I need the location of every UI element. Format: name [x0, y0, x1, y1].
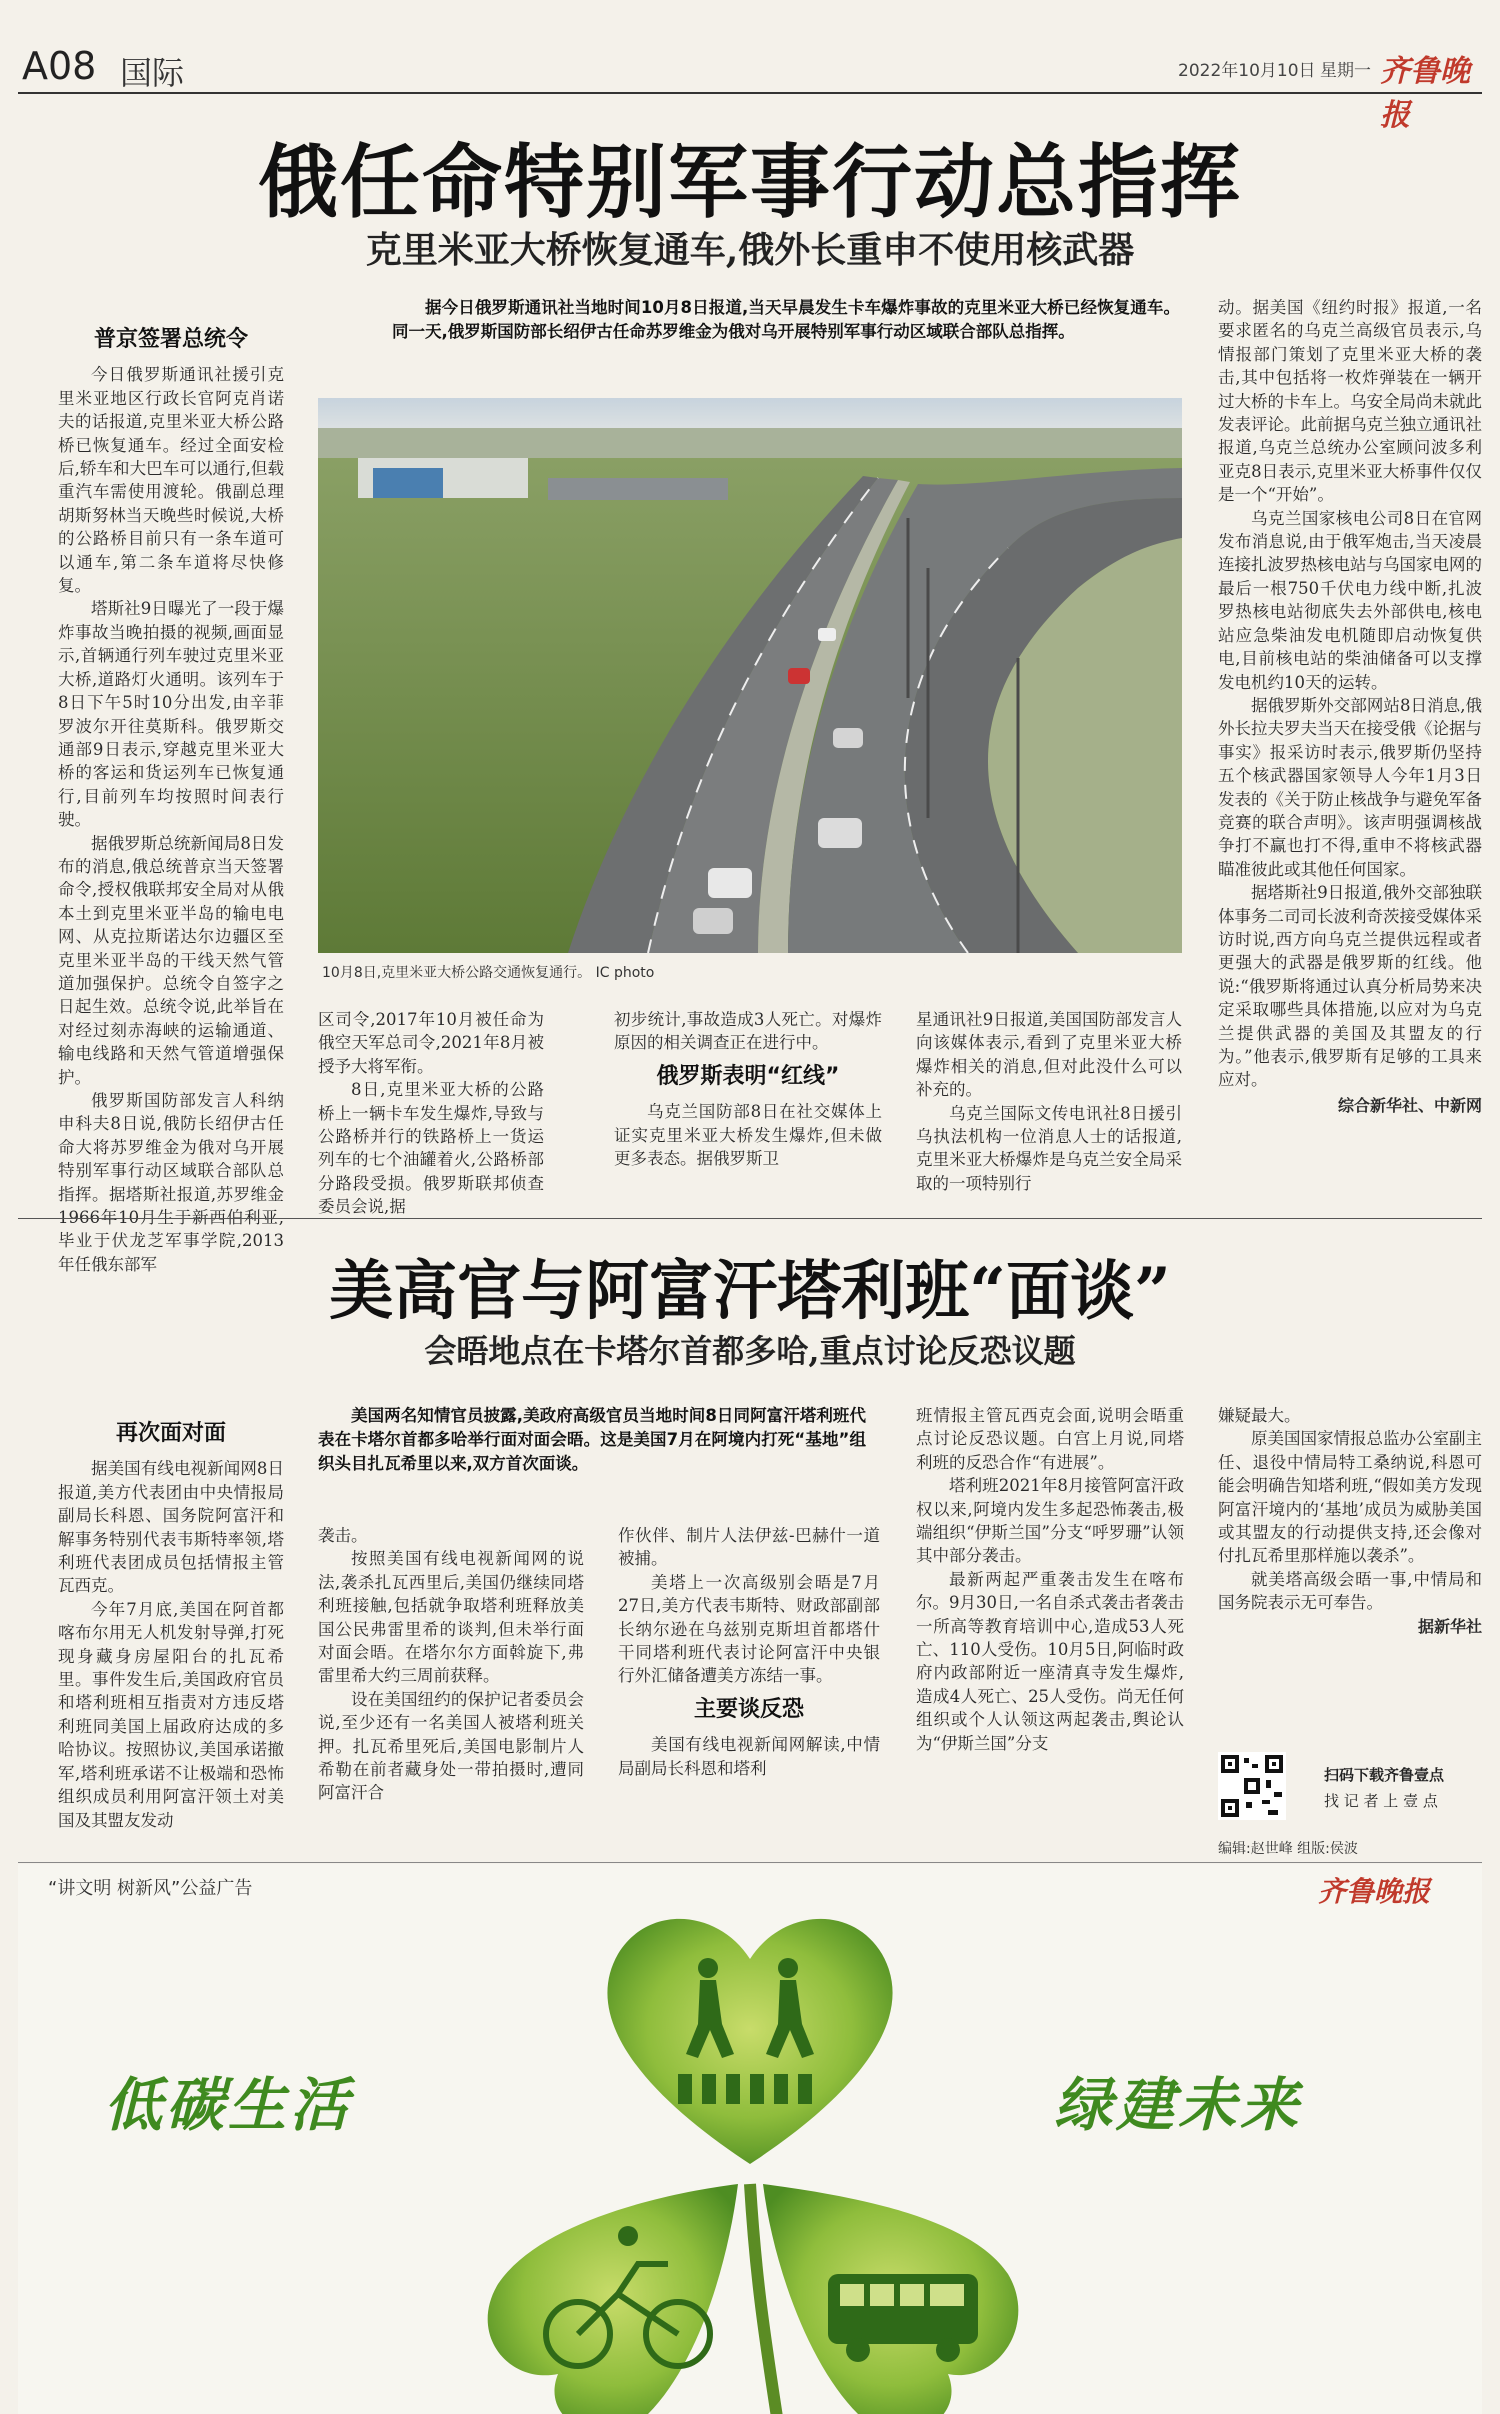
paragraph: 塔利班2021年8月接管阿富汗政权以来,阿境内发生多起恐怖袭击,极端组织“伊斯兰国”分支“呼罗珊”认领其中部分袭击。: [916, 1476, 1184, 1566]
page-header: [18, 42, 1482, 133]
road-photo-illustration: [318, 398, 1182, 953]
public-service-ad: [18, 1864, 1482, 2414]
paragraph: 嫌疑最大。: [1218, 1406, 1301, 1425]
ad-slogan-right: 绿建未来: [1054, 2071, 1303, 2139]
story2-lead: 美国两名知情官员披露,美政府高级官员当地时间8日同阿富汗塔利班代表在卡塔尔首都多哈举行面对面会晤。这是美国7月在阿境内打死“基地”组织头目扎瓦希里以来,双方首次面谈。: [318, 1406, 866, 1473]
paragraph: 据美国有线电视新闻网8日报道,美方代表团由中央情报局副局长科恩、国务院阿富汗和解事务特别代表韦斯特率领,塔利班代表团成员包括情报主管瓦西克。: [58, 1459, 284, 1596]
paragraph: 俄罗斯国防部发言人科纳申科夫8日说,俄防长绍伊古任命大将苏罗维金为俄对乌开展特别军事行动区域联合部队总指挥。据塔斯社报道,苏罗维金1966年10月生于新西伯利亚,毕业于伏龙芝军事学院,2013年任俄东部军: [58, 1091, 284, 1274]
photo-caption: 10月8日,克里米亚大桥公路交通恢复通行。 IC photo: [322, 965, 655, 981]
story1-column-1: [58, 318, 284, 1276]
ad-divider: [18, 1862, 1482, 1863]
paragraph: 塔斯社9日曝光了一段于爆炸事故当晚拍摄的视频,画面显示,首辆通行列车驶过克里米亚大桥,道路灯火通明。该列车于8日下午5时10分出发,由辛菲罗波尔开往莫斯科。俄罗斯交通部9日表示,穿越克里米亚大桥的客运和货运列车已恢复通行,目前列车均按照时间表行驶。: [58, 599, 284, 830]
paragraph: 初步统计,事故造成3人死亡。对爆炸原因的相关调查正在进行中。: [614, 1010, 882, 1053]
section-name: 国际: [120, 54, 185, 92]
issue-weekday: 星期一: [1320, 61, 1371, 81]
paragraph: 据俄罗斯总统新闻局8日发布的消息,俄总统普京当天签署命令,授权俄联邦安全局对从俄本土到克里米亚半岛的输电电网、从克拉斯诺达尔边疆区至克里米亚半岛的干线天然气管道加强保护。总统令自签字之日起生效。总统令说,此举旨在对经过刻赤海峡的运输通道、输电线路和天然气管道增强保护。: [58, 833, 284, 1087]
story2-column-3: [618, 1524, 880, 1780]
qr-caption-2: 找 记 者 上 壹 点: [1324, 1792, 1438, 1810]
issue-date: 2022年10月10日: [1178, 61, 1316, 81]
story1-subhead-1: 普京签署总统令: [93, 327, 248, 352]
paragraph: 区司令,2017年10月被任命为俄空天军总司令,2021年8月被授予大将军衔。: [318, 1010, 544, 1076]
ad-tag: “讲文明 树新风”公益广告: [48, 1878, 253, 1899]
story2-byline: 据新华社: [1417, 1616, 1482, 1636]
paragraph: 袭击。: [318, 1526, 368, 1545]
story1-lead: 据今日俄罗斯通讯社当地时间10月8日报道,当天早晨发生卡车爆炸事故的克里米亚大桥已经恢复通车。同一天,俄罗斯国防部长绍伊古任命苏罗维金为俄对乌开展特别军事行动区域联合部队总指挥。: [392, 298, 1180, 341]
story1-byline: 综合新华社、中新网: [1337, 1095, 1482, 1115]
paragraph: 设在美国纽约的保护记者委员会说,至少还有一名美国人被塔利班关押。扎瓦希里死后,美国电影制片人希勒在前者藏身处一带拍摄时,遭同阿富汗合: [318, 1689, 584, 1803]
paragraph: 按照美国有线电视新闻网的说法,袭杀扎瓦西里后,美国仍继续同塔利班接触,包括就争取塔利班释放美国公民弗雷里希的谈判,但未举行面对面会晤。在塔尔尔方面斡旋下,弗雷里希大约三周前获释。: [318, 1549, 584, 1686]
paragraph: 星通讯社9日报道,美国国防部发言人向该媒体表示,看到了克里米亚大桥爆炸相关的消息,但对此没什么可以补充的。: [916, 1010, 1182, 1100]
story2-subhead-2: 主要谈反恐: [693, 1696, 804, 1722]
ad-brand-logo: 齐鲁晚报: [1317, 1875, 1430, 1908]
story2-column-4: [916, 1404, 1184, 1755]
paragraph: 原美国国家情报总监办公室副主任、退役中情局特工桑纳说,科恩可能会明确告知塔利班,“假如美方发现阿富汗境内的‘基地’成员为威胁美国或其盟友的行动提供支持,还会像对付扎瓦希里那样施以袭杀”。: [1218, 1429, 1482, 1566]
paragraph: 动。据美国《纽约时报》报道,一名要求匿名的乌克兰高级官员表示,乌情报部门策划了克里米亚大桥的袭击,其中包括将一枚炸弹装在一辆开过大桥的卡车上。乌安全局尚未就此发表评论。此前据乌克兰独立通讯社报道,乌克兰总统办公室顾问波多利亚克8日表示,克里米亚大桥事件仅仅是一个“开始”。: [1218, 298, 1482, 505]
paragraph: 作伙伴、制片人法伊兹-巴赫什一道被捕。: [618, 1526, 880, 1569]
qr-caption-1: 扫码下载齐鲁壹点: [1324, 1766, 1445, 1784]
paragraph: 乌克兰国际文传电讯社8日援引乌执法机构一位消息人士的话报道,克里米亚大桥爆炸是乌克兰安全局采取的一项特别行: [916, 1103, 1182, 1193]
paragraph: 美国有线电视新闻网解读,中情局副局长科恩和塔利: [618, 1735, 880, 1778]
editor-credit: 编辑:赵世峰 组版:侯波: [1218, 1841, 1358, 1857]
qr-code-icon[interactable]: [1218, 1752, 1286, 1820]
paragraph: 班情报主管瓦西克会面,说明会晤重点讨论反恐议题。白宫上月说,同塔利班的反恐合作“有进展”。: [916, 1406, 1184, 1472]
page-code: A08: [22, 44, 97, 88]
paragraph: 就美塔高级会晤一事,中情局和国务院表示无可奉告。: [1218, 1569, 1482, 1613]
story1-title: 俄任命特别军事行动总指挥: [258, 136, 1242, 229]
story1-column-2: [318, 1008, 544, 1219]
paragraph: 最新两起严重袭击发生在喀布尔。9月30日,一名自杀式袭击者袭击一所高等教育培训中心,造成53人死亡、110人受伤。10月5日,阿临时政府内政部附近一座清真寺发生爆炸,造成4人死亡、25人受伤。尚无任何组织或个人认领这两起袭击,舆论认为“伊斯兰国”分支: [916, 1569, 1184, 1753]
story2-subtitle: 会晤地点在卡塔尔首都多哈,重点讨论反恐议题: [424, 1332, 1076, 1370]
story1-column-4: [916, 1008, 1182, 1195]
paragraph: 美塔上一次高级别会晤是7月27日,美方代表韦斯特、财政部副部长纳尔逊在乌兹别克斯坦首都塔什干同塔利班代表讨论阿富汗中央银行外汇储备遭美方冻结一事。: [618, 1572, 880, 1686]
paper-logo: 齐鲁晚报: [1380, 54, 1470, 133]
paragraph: 今年7月底,美国在阿首都喀布尔用无人机发射导弹,打死现身藏身房屋阳台的扎瓦希里。事件发生后,美国政府官员和塔利班相互指责对方违反塔利班同美国上届政府达成的多哈协议。按照协议,美国承诺撤军,塔利班承诺不让极端和恐怖组织成员利用阿富汗领土对美国及其盟友发动: [58, 1599, 284, 1830]
cyclist-head: [618, 2226, 638, 2246]
paragraph: 8日,克里米亚大桥的公路桥上一辆卡车发生爆炸,导致与公路桥并行的铁路桥上一货运列车的七个油罐着火,公路桥部分路段受损。俄罗斯联邦侦查委员会说,据: [318, 1080, 544, 1217]
paragraph: 乌克兰国防部8日在社交媒体上证实克里米亚大桥发生爆炸,但未做更多表态。据俄罗斯卫: [614, 1102, 882, 1169]
paragraph: 据塔斯社9日报道,俄外交部独联体事务二司司长波利奇茨接受媒体采访时说,西方向乌克兰提供远程或者更强大的武器是俄罗斯的红线。他说:“俄罗斯将通过认真分析局势来决定采取哪些具体措施,以应对为乌克兰提供武器的美国及其盟友的行为。”他表示,俄罗斯有足够的工具来应对。: [1218, 883, 1482, 1090]
qr-block: [1218, 1752, 1482, 1830]
story2-title: 美高官与阿富汗塔利班“面谈”: [329, 1254, 1171, 1329]
story1-column-3: [614, 1008, 882, 1170]
story2-subhead-1: 再次面对面: [115, 1421, 226, 1446]
story1-column-5: [1218, 296, 1482, 1117]
story1-subhead-2: 俄罗斯表明“红线”: [656, 1063, 840, 1089]
paragraph: 据俄罗斯外交部网站8日消息,俄外长拉夫罗夫当天在接受俄《论据与事实》报采访时表示,俄罗斯仍坚持五个核武器国家领导人今年1月3日发表的《关于防止核战争与避免军备竞赛的联合声明》。该声明强调核战争打不赢也打不得,重申不将核武器瞄准彼此或其他任何国家。: [1218, 695, 1482, 879]
header-divider: [18, 92, 1482, 94]
story1-subtitle: 克里米亚大桥恢复通车,俄外长重申不使用核武器: [365, 229, 1135, 271]
story2-column-1: [58, 1412, 284, 1832]
paragraph: 今日俄罗斯通讯社援引克里米亚地区行政长官阿克肖诺夫的话报道,克里米亚大桥公路桥已恢复通车。经过全面安检后,轿车和大巴车可以通行,但载重汽车需使用渡轮。俄副总理胡斯努林当天晚些时候说,大桥的公路桥目前只有一条车道可以通车,第二条车道将尽快修复。: [58, 365, 284, 596]
story2-column-5: [1218, 1404, 1482, 1638]
ad-slogan-left: 低碳生活: [104, 2071, 353, 2139]
paragraph: 乌克兰国家核电公司8日在官网发布消息说,由于俄军炮击,当天凌晨连接扎波罗热核电站与乌国家电网的最后一根750千伏电力线中断,扎波罗热核电站彻底失去外部供电,核电站应急柴油发电机随即启动恢复供电,目前核电站的柴油储备可以支撑发电机约10天的运转。: [1218, 508, 1482, 692]
story-divider: [18, 1218, 1482, 1219]
bridge-road-photo: [318, 398, 1182, 953]
story2-column-2: [318, 1524, 584, 1805]
